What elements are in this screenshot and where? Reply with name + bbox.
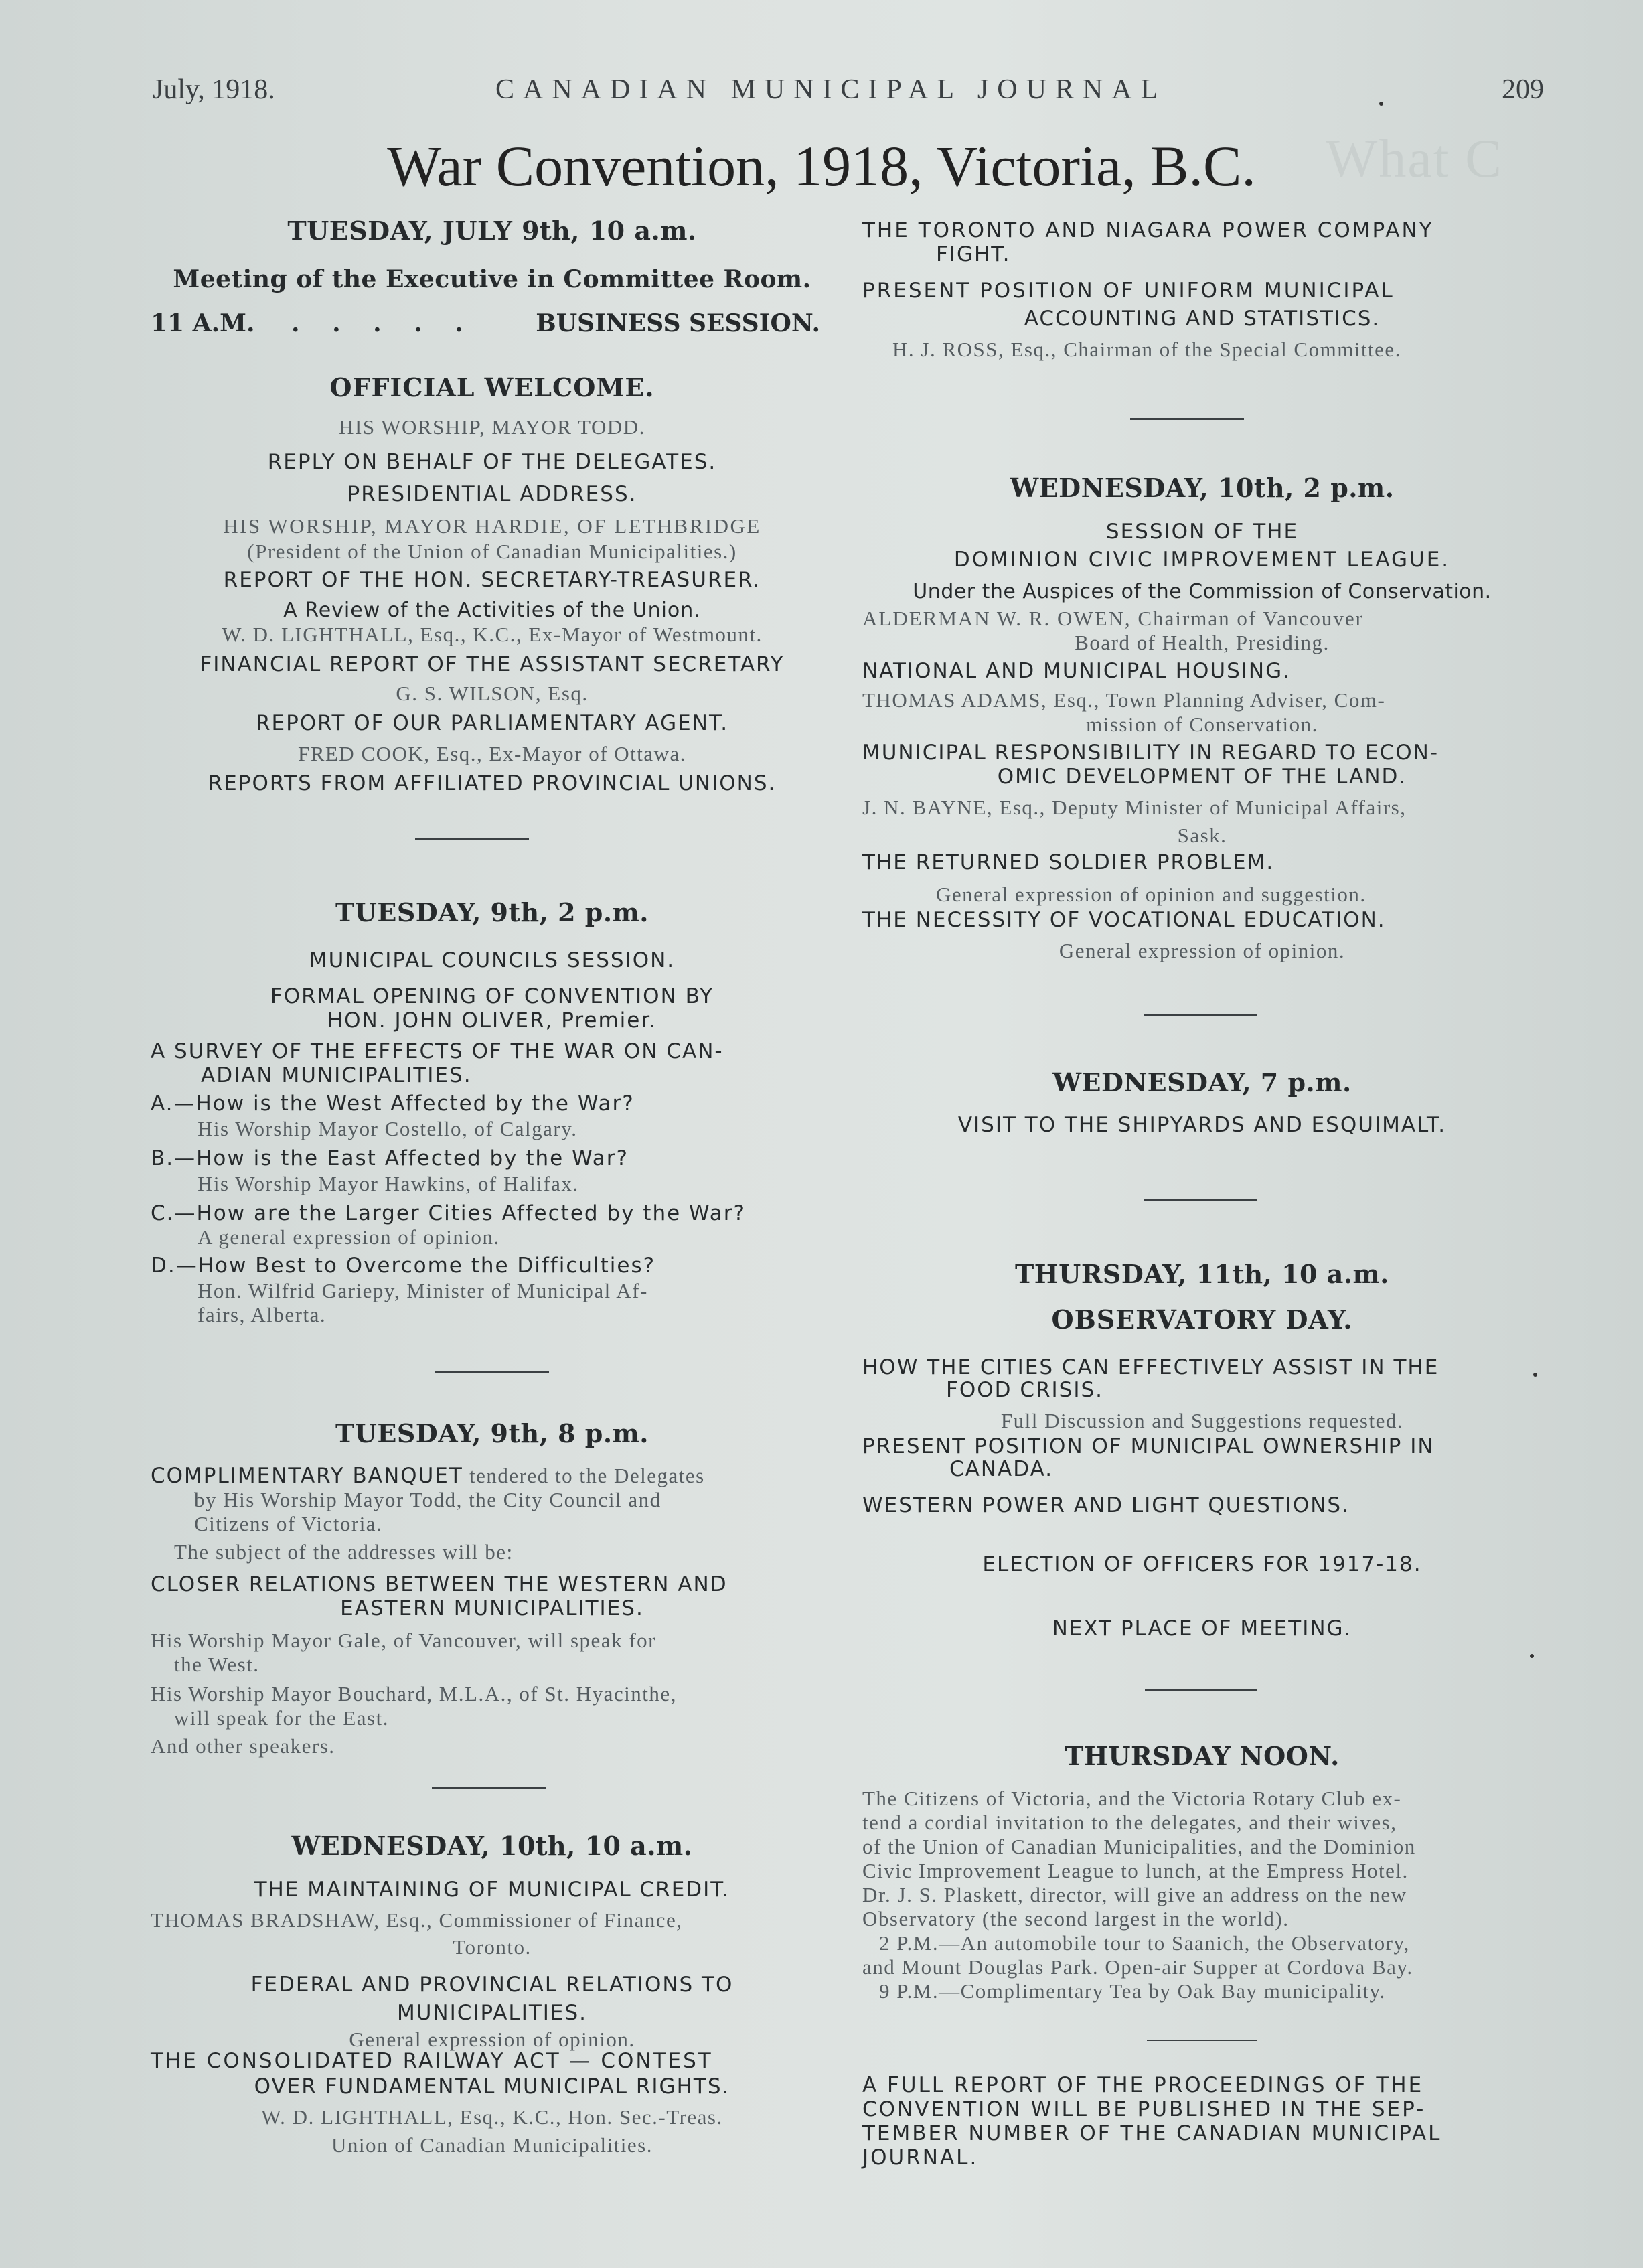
bayne-line-1: J. N. BAYNE, Esq., Deputy Minister of Municipal Affairs, xyxy=(862,796,1407,819)
niagara-power-2: FIGHT. xyxy=(936,242,1011,267)
secretary-report: REPORT OF THE HON. SECRETARY-TREASURER. xyxy=(223,568,761,592)
national-housing: NATIONAL AND MUNICIPAL HOUSING. xyxy=(862,659,1291,683)
adams-line-1: THOMAS ADAMS, Esq., Town Planning Adviser, Com- xyxy=(862,688,1386,712)
thursday-morning-heading: THURSDAY, 11th, 10 a.m. xyxy=(1015,1259,1389,1289)
journal-title: CANADIAN MUNICIPAL JOURNAL xyxy=(495,74,1167,105)
food-crisis-2: FOOD CRISIS. xyxy=(946,1378,1104,1402)
session-time: 11 A.M. xyxy=(151,309,255,337)
thursday-noon-heading: THURSDAY NOON. xyxy=(1065,1741,1340,1771)
session-of-the: SESSION OF THE xyxy=(1105,520,1299,544)
presidential-address: PRESIDENTIAL ADDRESS. xyxy=(347,482,637,506)
section-divider xyxy=(1145,1689,1257,1691)
noon-paragraph-6: Observatory (the second largest in the world). xyxy=(862,1907,1289,1931)
noon-paragraph-4: Civic Improvement League to lunch, at the Empress Hotel. xyxy=(862,1859,1409,1882)
banquet-line-2: by His Worship Mayor Todd, the City Council and xyxy=(194,1488,661,1511)
bleed-through-text: What C xyxy=(1326,128,1503,189)
topic-a-speaker: His Worship Mayor Costello, of Calgary. xyxy=(198,1117,578,1140)
afternoon-tour-2: and Mount Douglas Park. Open-air Supper at Cordova Bay. xyxy=(862,1955,1413,1979)
parliamentary-report: REPORT OF OUR PARLIAMENTARY AGENT. xyxy=(255,711,729,735)
closer-relations-2: EASTERN MUNICIPALITIES. xyxy=(340,1596,644,1620)
responsibility-1: MUNICIPAL RESPONSIBILITY IN REGARD TO ECON- xyxy=(862,741,1439,765)
ownership-1: PRESENT POSITION OF MUNICIPAL OWNERSHIP IN xyxy=(862,1434,1435,1458)
western-power: WESTERN POWER AND LIGHT QUESTIONS. xyxy=(862,1493,1350,1517)
section-divider xyxy=(415,838,529,840)
bouchard-line-2: will speak for the East. xyxy=(174,1706,389,1730)
uniform-accounting-2: ACCOUNTING AND STATISTICS. xyxy=(1024,307,1381,331)
affiliated-reports: REPORTS FROM AFFILIATED PROVINCIAL UNIONS. xyxy=(208,771,777,796)
owen-line-1: ALDERMAN W. R. OWEN, Chairman of Vancouver xyxy=(862,607,1364,630)
bradshaw-line-2: Toronto. xyxy=(453,1935,532,1959)
gale-line-2: the West. xyxy=(174,1653,260,1676)
shipyards-visit: VISIT TO THE SHIPYARDS AND ESQUIMALT. xyxy=(957,1113,1447,1137)
wednesday-evening-heading: WEDNESDAY, 7 p.m. xyxy=(1052,1067,1352,1098)
tuesday-afternoon-heading: TUESDAY, 9th, 2 p.m. xyxy=(335,897,649,927)
adams-line-2: mission of Conservation. xyxy=(1086,712,1318,736)
parliamentary-speaker: FRED COOK, Esq., Ex-Mayor of Ottawa. xyxy=(297,742,687,765)
financial-report: FINANCIAL REPORT OF THE ASSISTANT SECRETARY xyxy=(200,652,785,676)
noon-paragraph-5: Dr. J. S. Plaskett, director, will give an address on the new xyxy=(862,1883,1407,1906)
addresses-subject: The subject of the addresses will be: xyxy=(174,1540,514,1564)
owen-line-2: Board of Health, Presiding. xyxy=(1075,631,1330,654)
section-divider xyxy=(1144,1199,1257,1201)
bayne-line-2: Sask. xyxy=(1177,824,1227,847)
full-report-2: CONVENTION WILL BE PUBLISHED IN THE SEP- xyxy=(862,2097,1426,2121)
election-officers: ELECTION OF OFFICERS FOR 1917-18. xyxy=(982,1552,1422,1576)
secretary-speaker: W. D. LIGHTHALL, Esq., K.C., Ex-Mayor of Westmount. xyxy=(222,623,763,646)
secretary-review: A Review of the Activities of the Union. xyxy=(283,599,701,622)
tuesday-morning-heading: TUESDAY, JULY 9th, 10 a.m. xyxy=(287,216,697,246)
banquet-tendered: tendered to the Delegates xyxy=(463,1464,705,1487)
topic-a: A.—How is the West Affected by the War? xyxy=(151,1091,635,1116)
other-speakers: And other speakers. xyxy=(151,1734,335,1758)
full-report-1: A FULL REPORT OF THE PROCEEDINGS OF THE xyxy=(862,2073,1424,2097)
food-crisis-discussion: Full Discussion and Suggestions requested. xyxy=(1000,1409,1404,1432)
session-name: BUSINESS SESSION. xyxy=(536,309,820,337)
section-divider xyxy=(432,1787,546,1789)
official-welcome-heading: OFFICIAL WELCOME. xyxy=(329,372,655,402)
returned-soldier: THE RETURNED SOLDIER PROBLEM. xyxy=(862,850,1275,875)
topic-c-speaker: A general expression of opinion. xyxy=(198,1225,500,1249)
railway-act-1: THE CONSOLIDATED RAILWAY ACT — CONTEST xyxy=(151,2049,713,2073)
bradshaw-line-1: THOMAS BRADSHAW, Esq., Commissioner of Finance, xyxy=(151,1908,683,1932)
evening-tea: 9 P.M.—Complimentary Tea by Oak Bay municipality. xyxy=(879,1979,1386,2003)
bouchard-line-1: His Worship Mayor Bouchard, M.L.A., of St. Hyacinthe, xyxy=(151,1682,677,1706)
noon-paragraph-1: The Citizens of Victoria, and the Victoria Rotary Club ex- xyxy=(862,1787,1402,1810)
print-speck xyxy=(1530,1654,1534,1658)
print-speck xyxy=(1533,1373,1537,1377)
banquet-line-3: Citizens of Victoria. xyxy=(194,1512,383,1535)
uniform-accounting-1: PRESENT POSITION OF UNIFORM MUNICIPAL xyxy=(862,279,1395,303)
formal-opening: FORMAL OPENING OF CONVENTION BY xyxy=(270,984,714,1008)
reply-delegates: REPLY ON BEHALF OF THE DELEGATES. xyxy=(267,450,717,474)
railway-act-2: OVER FUNDAMENTAL MUNICIPAL RIGHTS. xyxy=(254,2074,730,2099)
gale-line-1: His Worship Mayor Gale, of Vancouver, will speak for xyxy=(151,1629,656,1652)
topic-d-speaker-2: fairs, Alberta. xyxy=(198,1303,327,1327)
business-session-line xyxy=(151,309,834,337)
responsibility-2: OMIC DEVELOPMENT OF THE LAND. xyxy=(997,765,1407,789)
conservation-auspices: Under the Auspices of the Commission of Conservation. xyxy=(913,580,1492,603)
wednesday-afternoon-heading: WEDNESDAY, 10th, 2 p.m. xyxy=(1010,473,1395,503)
tuesday-evening-heading: TUESDAY, 9th, 8 p.m. xyxy=(335,1418,649,1448)
railway-speaker-2: Union of Canadian Municipalities. xyxy=(331,2133,653,2157)
section-divider xyxy=(1130,418,1244,420)
municipal-credit: THE MAINTAINING OF MUNICIPAL CREDIT. xyxy=(254,1878,730,1902)
ross-committee: H. J. ROSS, Esq., Chairman of the Special Committee. xyxy=(892,337,1401,361)
financial-speaker: G. S. WILSON, Esq. xyxy=(396,682,589,705)
noon-paragraph-3: of the Union of Canadian Municipalities, and the Dominion xyxy=(862,1835,1416,1858)
full-report-3: TEMBER NUMBER OF THE CANADIAN MUNICIPAL xyxy=(862,2121,1442,2145)
vocational-education: THE NECESSITY OF VOCATIONAL EDUCATION. xyxy=(862,908,1386,932)
vocational-opinion: General expression of opinion. xyxy=(1059,939,1346,962)
topic-d: D.—How Best to Overcome the Difficulties? xyxy=(151,1254,656,1278)
wednesday-morning-heading: WEDNESDAY, 10th, 10 a.m. xyxy=(291,1831,693,1861)
ownership-2: CANADA. xyxy=(949,1457,1054,1481)
soldier-opinion: General expression of opinion and suggestion. xyxy=(936,883,1366,906)
presidential-role: (President of the Union of Canadian Municipalities.) xyxy=(247,540,737,563)
executive-meeting: Meeting of the Executive in Committee Room. xyxy=(173,265,811,293)
topic-d-speaker-1: Hon. Wilfrid Gariepy, Minister of Municipal Af- xyxy=(198,1279,648,1302)
section-divider xyxy=(1147,2040,1257,2041)
leader-dots: . . . . . xyxy=(291,309,475,337)
topic-b-speaker: His Worship Mayor Hawkins, of Halifax. xyxy=(198,1172,579,1195)
closer-relations-1: CLOSER RELATIONS BETWEEN THE WESTERN AND xyxy=(151,1572,728,1596)
observatory-day: OBSERVATORY DAY. xyxy=(1051,1304,1353,1335)
federal-relations-2: MUNICIPALITIES. xyxy=(396,2001,588,2025)
section-divider xyxy=(1144,1014,1257,1016)
banquet-line-1 xyxy=(151,1464,834,1488)
niagara-power-1: THE TORONTO AND NIAGARA POWER COMPANY xyxy=(862,218,1434,242)
page-title: War Convention, 1918, Victoria, B.C. xyxy=(387,134,1256,198)
civic-league: DOMINION CIVIC IMPROVEMENT LEAGUE. xyxy=(953,548,1451,572)
topic-b: B.—How is the East Affected by the War? xyxy=(151,1146,629,1170)
page-number: 209 xyxy=(1502,74,1544,105)
federal-relations-1: FEDERAL AND PROVINCIAL RELATIONS TO xyxy=(250,1973,734,1997)
noon-paragraph-2: tend a cordial invitation to the delegates, and their wives, xyxy=(862,1811,1397,1834)
war-survey-line-1: A SURVEY OF THE EFFECTS OF THE WAR ON CAN- xyxy=(151,1039,724,1063)
presidential-speaker: HIS WORSHIP, MAYOR HARDIE, OF LETHBRIDGE xyxy=(223,514,761,538)
section-divider xyxy=(435,1371,549,1373)
federal-relations-opinion: General expression of opinion. xyxy=(349,2028,635,2051)
issue-date: July, 1918. xyxy=(153,74,275,105)
war-survey-line-2: ADIAN MUNICIPALITIES. xyxy=(201,1063,472,1087)
railway-speaker-1: W. D. LIGHTHALL, Esq., K.C., Hon. Sec.-Treas. xyxy=(261,2105,723,2129)
print-speck xyxy=(1379,102,1383,106)
councils-session: MUNICIPAL COUNCILS SESSION. xyxy=(309,948,676,972)
afternoon-tour-1: 2 P.M.—An automobile tour to Saanich, the Observatory, xyxy=(879,1931,1410,1955)
banquet-title: COMPLIMENTARY BANQUET xyxy=(151,1464,463,1488)
next-meeting: NEXT PLACE OF MEETING. xyxy=(1052,1616,1352,1641)
formal-opening-speaker: HON. JOHN OLIVER, Premier. xyxy=(327,1008,657,1033)
welcome-speaker: HIS WORSHIP, MAYOR TODD. xyxy=(339,415,645,439)
food-crisis-1: HOW THE CITIES CAN EFFECTIVELY ASSIST IN THE xyxy=(862,1355,1439,1379)
topic-c: C.—How are the Larger Cities Affected by the War? xyxy=(151,1201,746,1225)
full-report-4: JOURNAL. xyxy=(862,2145,979,2170)
